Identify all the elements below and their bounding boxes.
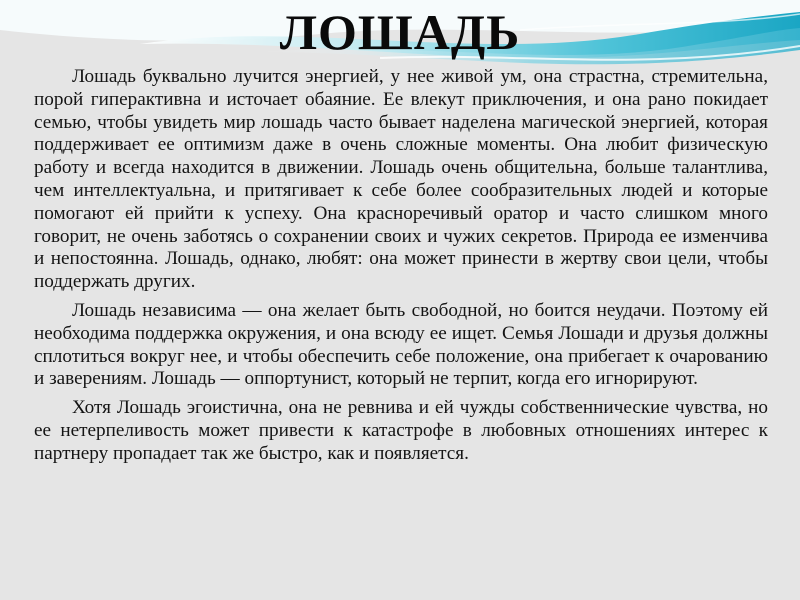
paragraph-2: Лошадь независима — она желает быть свободной, но боится неудачи. Поэтому ей необходима поддержка окружения, и она всюду ее ищет. Семья Лошади и друзья должны сплотиться вокруг нее, и чтобы обеспечить себе положение, она прибегает к очарованию и заверениям. Лошадь — оппортунист, который не терпит, когда его игнорируют. [34,299,768,390]
slide-body [34,66,768,472]
page-title: ЛОШАДЬ [279,4,521,60]
paragraph-3: Хотя Лошадь эгоистична, она не ревнива и ей чужды собственнические чувства, но ее нетерпеливость может привести к катастрофе в любовных отношениях интерес к партнеру пропадает так же быстро, как и появляется. [34,397,768,464]
paragraph-1: Лошадь буквально лучится энергией, у нее живой ум, она страстна, стремительна, порой гиперактивна и источает обаяние. Ее влекут приключения, и она рано покидает семью, чтобы увидеть мир лошадь часто бывает наделена магической энергией, которая поддерживает ее оптимизм даже в очень сложные моменты. Она любит физическую работу и всегда находится в движении. Лошадь очень общительна, больше талантлива, чем интеллектуальна, и притягивает к себе более сообразительных людей и которые помогают ей прийти к успеху. Она красноречивый оратор и часто слишком много говорит, не очень заботясь о сохранении своих и чужих секретов. Природа ее изменчива и непостоянна. Лошадь, однако, любят: она может принести в жертву свои цели, чтобы поддержать других. [34,66,768,293]
